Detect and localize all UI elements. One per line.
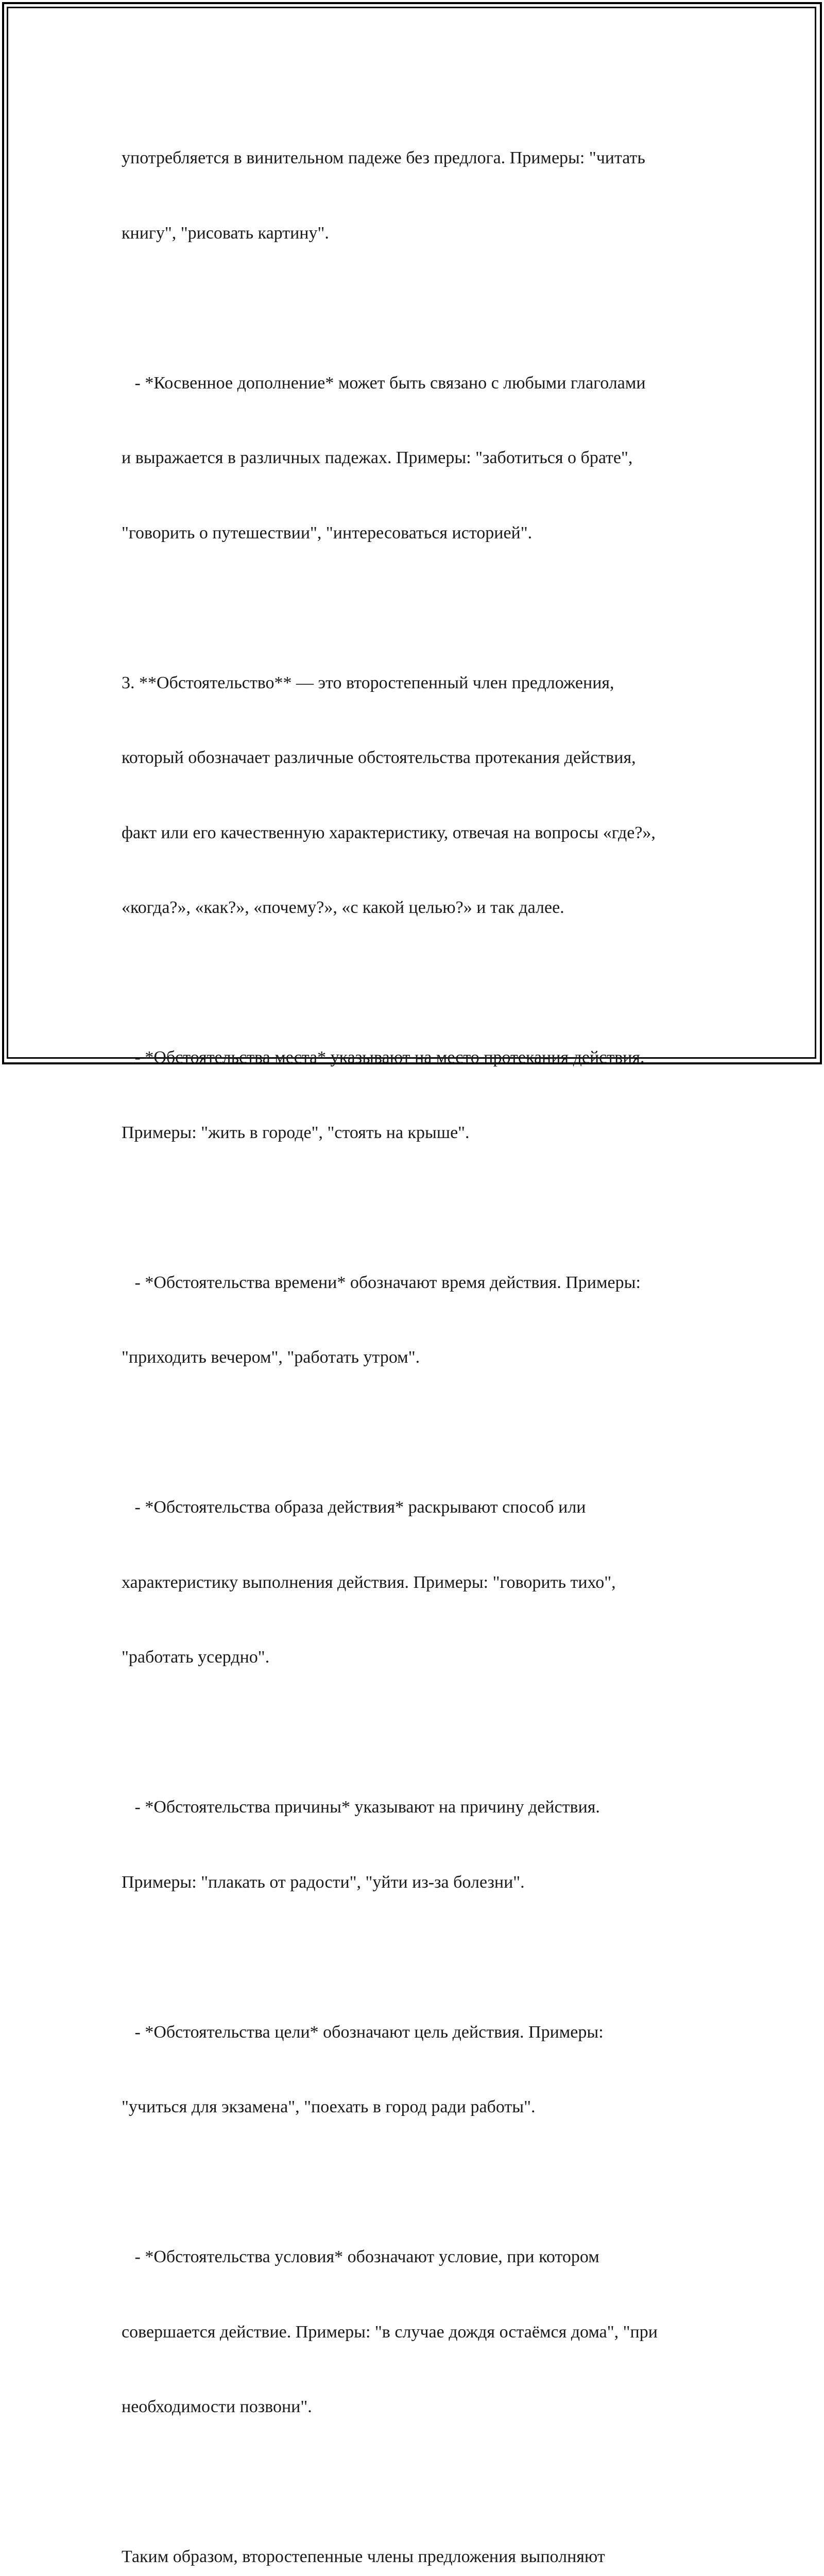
text-line: совершается действие. Примеры: "в случае дождя остаёмся дома", "при <box>122 2322 658 2342</box>
text-line: 3. **Обстоятельство** — это второстепенный член предложения, <box>122 673 614 692</box>
paragraph-adverbial-manner <box>122 1445 729 1720</box>
document-body <box>122 96 729 2576</box>
paragraph-adverbial-cause <box>122 1745 729 1945</box>
paragraph-direct-object-examples <box>122 96 729 296</box>
text-line: Примеры: "жить в городе", "стоять на крыше". <box>122 1123 470 1142</box>
text-line: Таким образом, второстепенные члены предложения выполняют <box>122 2547 605 2566</box>
text-line: - *Обстоятельства условия* обозначают условие, при котором <box>122 2247 599 2266</box>
text-line: "учиться для экзамена", "поехать в город ради работы". <box>122 2097 536 2116</box>
text-line: характеристику выполнения действия. Примеры: "говорить тихо", <box>122 1572 616 1592</box>
paragraph-adverbial-condition <box>122 2195 729 2470</box>
text-line: «когда?», «как?», «почему?», «с какой целью?» и так далее. <box>122 898 564 917</box>
paragraph-adverbial-place <box>122 995 729 1195</box>
text-line: и выражается в различных падежах. Примеры: "заботиться о брате", <box>122 448 633 467</box>
paragraph-conclusion <box>122 2495 729 2576</box>
text-line: - *Обстоятельства времени* обозначают время действия. Примеры: <box>122 1273 641 1292</box>
paragraph-adverbial-time <box>122 1221 729 1420</box>
text-line: "приходить вечером", "работать утром". <box>122 1348 420 1367</box>
text-line: - *Косвенное дополнение* может быть связано с любыми глаголами <box>122 373 646 393</box>
text-line: Примеры: "плакать от радости", "уйти из-за болезни". <box>122 1872 525 1892</box>
paragraph-indirect-object <box>122 321 729 596</box>
text-line: - *Обстоятельства причины* указывают на причину действия. <box>122 1798 600 1817</box>
text-line: "говорить о путешествии", "интересоваться историей". <box>122 523 533 543</box>
text-line: - *Обстоятельства цели* обозначают цель действия. Примеры: <box>122 2022 604 2042</box>
text-line: факт или его качественную характеристику, отвечая на вопросы «где?», <box>122 823 656 842</box>
text-line: книгу", "рисовать картину". <box>122 223 329 243</box>
text-line: употребляется в винительном падеже без предлога. Примеры: "читать <box>122 148 645 167</box>
paragraph-adverbial-definition <box>122 621 729 971</box>
text-line: - *Обстоятельства образа действия* раскрывают способ или <box>122 1498 586 1517</box>
text-line: необходимости позвони". <box>122 2397 312 2416</box>
text-line: который обозначает различные обстоятельства протекания действия, <box>122 748 636 767</box>
paragraph-adverbial-purpose <box>122 1970 729 2170</box>
text-line: "работать усердно". <box>122 1648 270 1667</box>
text-line: - *Обстоятельства места* указывают на место протекания действия. <box>122 1048 645 1067</box>
